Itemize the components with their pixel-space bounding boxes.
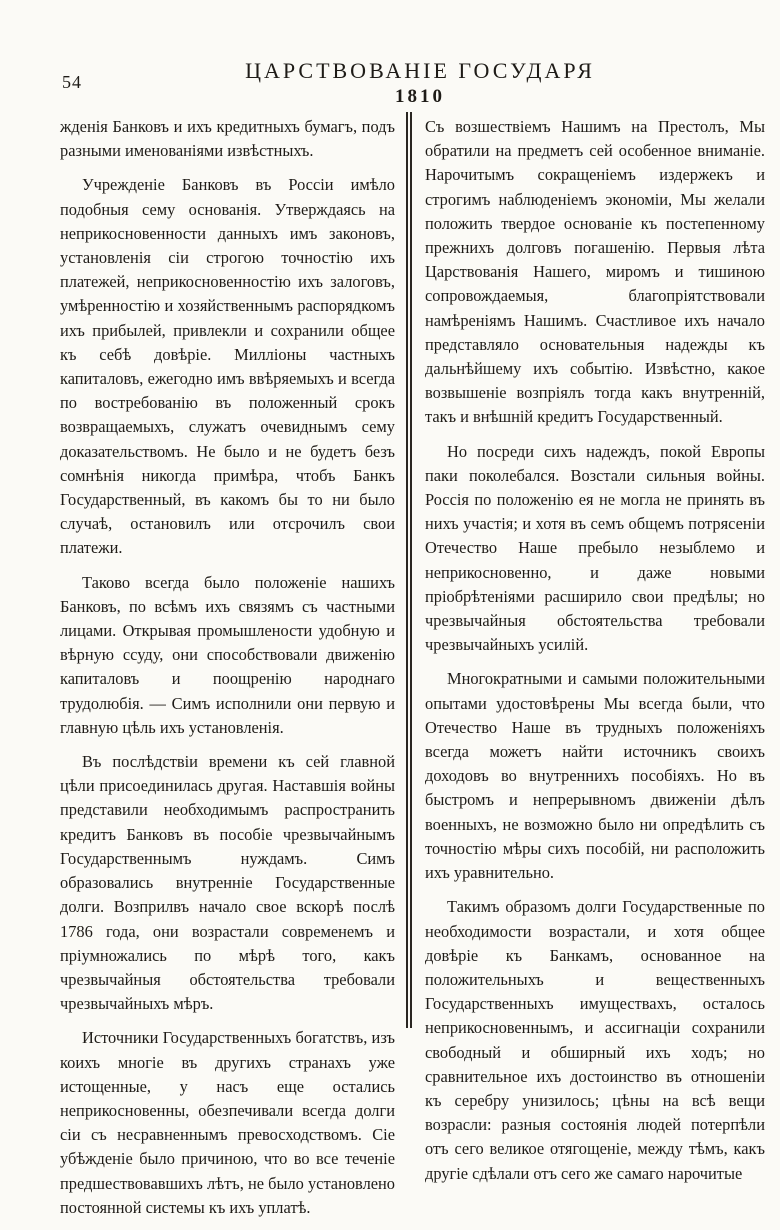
year-heading: 1810 bbox=[395, 86, 445, 107]
paragraph: Таково всегда было положеніе нашихъ Банковъ, по всѣмъ ихъ связямъ съ частными лицами. Открывая промышлености удобную и вѣрную ссуду, они способствовали движенію капиталовъ и поощренію народнаго трудолюбія. — Симъ исполнили они первую и главную цѣль ихъ установленія. bbox=[60, 572, 395, 737]
paragraph: Источники Государственныхъ богатствъ, изъ коихъ многіе въ другихъ странахъ уже истощенные, у насъ еще остались неприкосновенны, обезпечивали всегда долги сіи съ несравненнымъ превосходствомъ. Сіе убѣжденіе было причиною, что во все теченіе предшествовавшихъ лѣтъ, не было установлено постоянной системы къ ихъ уплатѣ. bbox=[60, 1028, 395, 1217]
paragraph: Учрежденіе Банковъ въ Россіи имѣло подобныя сему основанія. Утверждаясь на неприкосновенности данныхъ имъ законовъ, установленія сіи строгою точностію ихъ платежей, неприкосновенностію ихъ залоговъ, умѣренностію и хозяйственнымъ распорядкомъ ихъ прибылей, привлекли и сохранили общее къ себѣ довѣріе. Милліоны частныхъ капиталовъ, ежегодно имъ ввѣряемыхъ и всегда по востребованію въ положенный срокъ возвращаемыхъ, служатъ очевиднымъ сему доказательствомъ. Не было и не будетъ безъ сомнѣнія никогда примѣра, чтобъ Банкъ Государственный, въ какомъ бы то ни было случаѣ, остановилъ или отсрочилъ свои платежи. bbox=[60, 175, 395, 558]
paragraph: Съ возшествіемъ Нашимъ на Престолъ, Мы обратили на предметъ сей особенное вниманіе. Нарочитымъ сокращеніемъ издержекъ и строгимъ наблюденіемъ экономіи, Мы желали положить твердое основаніе къ постепенному прежнихъ долговъ погашенію. Первыя лѣта Царствованія Нашего, миромъ и тишиною сопровождаемыя, благопріятствовали намѣреніямъ Нашимъ. Счастливое ихъ начало представляло основательныя надежды къ дальнѣйшему ихъ событію. Извѣстно, какое возвышеніе возпріялъ тогда какъ внутренній, такъ и внѣшній кредитъ Государственный. bbox=[425, 117, 765, 427]
paragraph: Но посреди сихъ надеждъ, покой Европы паки поколебался. Возстали сильныя войны. Россія по положенію ея не могла не принять въ нихъ участія; и хотя въ семъ общемъ потрясеніи Отечество Наше пребыло незыблемо и неприкосновенно, и даже новыми пріобрѣтеніями расширило свои предѣлы; но чрезвычайныя обстоятельства требовали чрезвычайныхъ усилій. bbox=[425, 441, 765, 655]
column-divider bbox=[406, 112, 408, 1028]
running-head: ЦАРСТВОВАНІЕ ГОСУДАРЯ bbox=[245, 58, 595, 83]
paragraph: Въ послѣдствіи времени къ сей главной цѣли присоединилась другая. Наставшія войны представили необходимымъ распространить кредитъ Банковъ въ пособіе чрезвычайнымъ Государственнымъ нуждамъ. Симъ образовались внутренніе Государственные долги. Возприлвъ начало свое вскорѣ послѣ 1786 года, они возрастали современемъ и пріумножались по мѣрѣ того, какъ чрезвычайныя обстоятельства требовали чрезвычайныхъ мѣръ. bbox=[60, 752, 395, 1014]
column-divider bbox=[410, 112, 412, 1028]
left-column bbox=[60, 115, 395, 1230]
paragraph: Многократными и самыми положительными опытами удостовѣрены Мы всегда были, что Отечество Наше въ трудныхъ положеніяхъ всегда можетъ найти источникъ своихъ доходовъ во внутреннихъ пособіяхъ. Но въ быстромъ и непрерывномъ движеніи дѣлъ военныхъ, не возможно было ни опредѣлить съ точностію мѣры сихъ пособій, ни расположить ихъ уравнительно. bbox=[425, 669, 765, 883]
right-column bbox=[425, 115, 765, 1196]
paragraph: жденія Банковъ и ихъ кредитныхъ бумагъ, подъ разными именованіями извѣстныхъ. bbox=[60, 117, 395, 161]
page-number: 54 bbox=[62, 72, 82, 92]
paragraph: Такимъ образомъ долги Государственные по необходимости возрастали, и хотя общее довѣріе къ Банкамъ, основанное на положительныхъ и вещественныхъ Государственныхъ имуществахъ, осталось неприкосновеннымъ, и ассигнаціи сохранили свободный и обширный ихъ ходъ; но сравнительное ихъ достоинство въ отношеніи къ серебру унизилось; цѣны на всѣ вещи возрасли: разныя состоянія людей потерпѣли отъ сего великое отягощеніе, между тѣмъ, какъ другіе сдѣлали отъ сего же самаго нарочитые bbox=[425, 897, 765, 1183]
